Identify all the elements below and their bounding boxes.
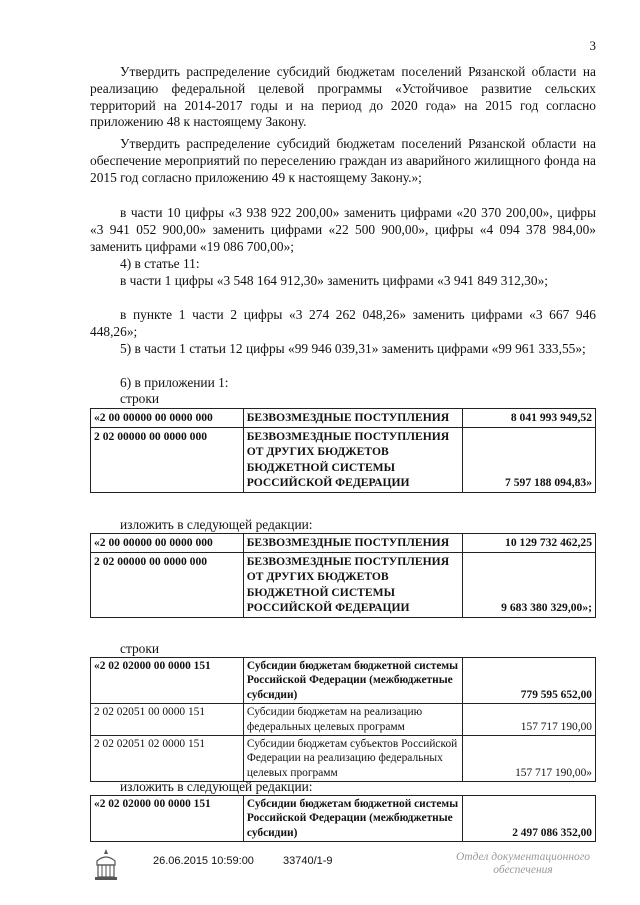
table-cell-name: Субсидии бюджетам на реализацию федеральных целевых программ <box>243 704 462 736</box>
table-cell-code: 2 02 00000 00 0000 000 <box>91 427 244 492</box>
paragraph-appendix1: 6) в приложении 1: <box>120 375 229 390</box>
table-cell-amount: 9 683 380 329,00»; <box>462 552 595 617</box>
table-cell-code: 2 02 02051 02 0000 151 <box>91 736 244 782</box>
table-cell-name: Субсидии бюджетам бюджетной системы Российской Федерации (межбюджетные субсидии) <box>243 796 462 842</box>
table-cell-code: «2 00 00000 00 0000 000 <box>91 409 244 428</box>
table-cell-amount: 157 717 190,00 <box>462 704 595 736</box>
table-cell-amount: 8 041 993 949,52 <box>462 409 595 428</box>
table-cell-name: БЕЗВОЗМЕЗДНЫЕ ПОСТУПЛЕНИЯ <box>243 534 462 553</box>
table-cell-amount: 2 497 086 352,00 <box>462 796 595 842</box>
table-cell-code: 2 02 02051 00 0000 151 <box>91 704 244 736</box>
table-cell-amount: 779 595 652,00 <box>462 658 595 704</box>
table-new-revenues <box>90 533 596 618</box>
paragraph-subsidies-resettlement: Утвердить распределение субсидий бюджетам поселений Рязанской области на обеспечение мероприятий по переселению граждан из аварийного жилищного фонда на 2015 год согласно приложению 49 к настоящему Закону.»; <box>90 136 596 185</box>
paragraph-subsidies-rural: Утвердить распределение субсидий бюджетам поселений Рязанской области на реализацию федеральной целевой программы «Устойчивое развитие сельских территорий на 2014-2017 годы и на период до 2020 года» на 2015 год согласно приложению 48 к настоящему Закону. <box>90 64 596 130</box>
table-row <box>91 658 596 704</box>
table-row <box>91 534 596 553</box>
table-cell-code: «2 02 02000 00 0000 151 <box>91 658 244 704</box>
label-edit-1: изложить в следующей редакции: <box>120 517 313 532</box>
table-row <box>91 427 596 492</box>
table-new-subsidies <box>90 795 596 842</box>
table-row <box>91 736 596 782</box>
footer-doc-id: 33740/1-9 <box>283 855 333 867</box>
table-cell-name: БЕЗВОЗМЕЗДНЫЕ ПОСТУПЛЕНИЯ ОТ ДРУГИХ БЮДЖЕТОВ БЮДЖЕТНОЙ СИСТЕМЫ РОССИЙСКОЙ ФЕДЕРАЦИИ <box>243 552 462 617</box>
stamp-department: Отдел документационного обеспечения <box>455 851 591 876</box>
label-edit-2: изложить в следующей редакции: <box>120 779 313 794</box>
table-cell-amount: 157 717 190,00» <box>462 736 595 782</box>
label-rows-2: строки <box>120 641 160 656</box>
table-cell-amount: 10 129 732 462,25 <box>462 534 595 553</box>
table-row <box>91 796 596 842</box>
paragraph-article12: 5) в части 1 статьи 12 цифры «99 946 039,31» заменить цифрами «99 961 333,55»; <box>120 341 586 356</box>
table-cell-name: БЕЗВОЗМЕЗДНЫЕ ПОСТУПЛЕНИЯ ОТ ДРУГИХ БЮДЖЕТОВ БЮДЖЕТНОЙ СИСТЕМЫ РОССИЙСКОЙ ФЕДЕРАЦИИ <box>243 427 462 492</box>
table-old-subsidies <box>90 657 596 782</box>
table-row <box>91 409 596 428</box>
paragraph-article11-part1: в части 1 цифры «3 548 164 912,30» заменить цифрами «3 941 849 312,30»; <box>120 273 548 288</box>
footer-datetime: 26.06.2015 10:59:00 <box>153 855 254 867</box>
label-rows-1: строки <box>120 391 160 406</box>
page-number: 3 <box>589 38 596 53</box>
table-cell-amount: 7 597 188 094,83» <box>462 427 595 492</box>
paragraph-part10-amendment: в части 10 цифры «3 938 922 200,00» заменить цифрами «20 370 200,00», цифры «3 941 052 900,00» заменить цифрами «22 500 900,00», цифры «4 094 378 984,00» заменить цифрами «19 086 700,00»; <box>90 205 596 254</box>
table-cell-code: «2 02 02000 00 0000 151 <box>91 796 244 842</box>
table-old-revenues <box>90 408 596 493</box>
table-cell-name: Субсидии бюджетам бюджетной системы Российской Федерации (межбюджетные субсидии) <box>243 658 462 704</box>
paragraph-article11: 4) в статье 11: <box>120 256 200 271</box>
table-row <box>91 552 596 617</box>
seal-logo-icon <box>92 847 120 883</box>
table-cell-code: 2 02 00000 00 0000 000 <box>91 552 244 617</box>
table-cell-name: БЕЗВОЗМЕЗДНЫЕ ПОСТУПЛЕНИЯ <box>243 409 462 428</box>
table-row <box>91 704 596 736</box>
table-cell-name: Субсидии бюджетам субъектов Российской Федерации на реализацию федеральных целевых программ <box>243 736 462 782</box>
paragraph-article11-part2: в пункте 1 части 2 цифры «3 274 262 048,26» заменить цифрами «3 667 946 448,26»; <box>90 307 596 339</box>
table-cell-code: «2 00 00000 00 0000 000 <box>91 534 244 553</box>
